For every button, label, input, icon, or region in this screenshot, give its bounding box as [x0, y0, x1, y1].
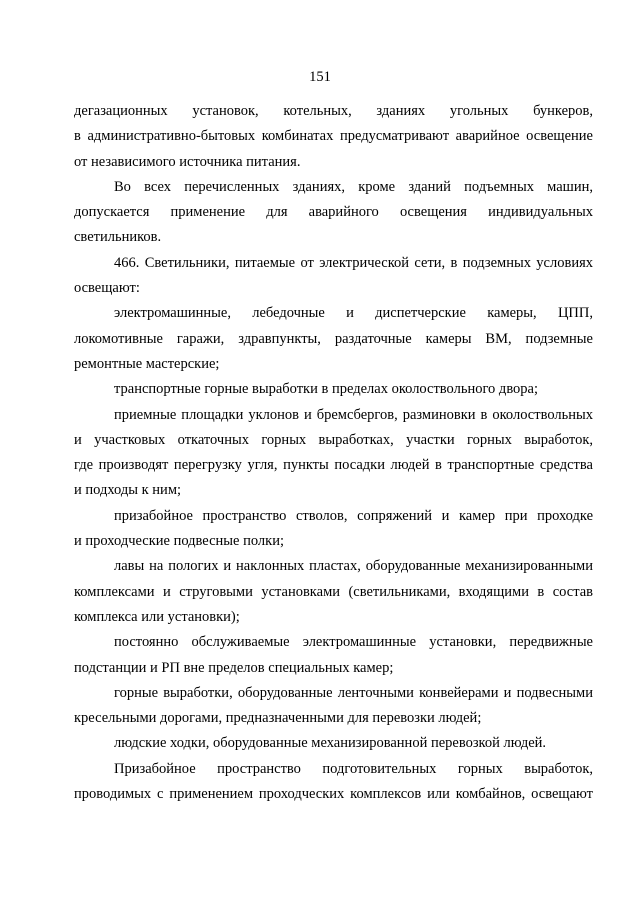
text-line: электромашинные, лебедочные и диспетчерские камеры, ЦПП,: [114, 305, 593, 322]
text-line: ремонтные мастерские;: [74, 355, 220, 372]
text-line: кресельными дорогами, предназначенными для перевозки людей;: [74, 710, 482, 727]
text-line: горные выработки, оборудованные ленточными конвейерами и подвесными: [114, 684, 593, 701]
text-line: и подходы к ним;: [74, 482, 182, 499]
page-number: 151: [309, 69, 331, 85]
text-line: подстанции и РП вне пределов специальных камер;: [74, 659, 394, 676]
text-line: транспортные горные выработки в пределах околоствольного двора;: [114, 381, 539, 398]
text-line: допускается применение для аварийного освещения индивидуальных: [74, 204, 593, 221]
text-line: и проходческие подвесные полки;: [74, 533, 284, 550]
text-line: дегазационных установок, котельных, зданиях угольных бункеров,: [74, 103, 593, 119]
text-line: приемные площадки уклонов и бремсбергов, разминовки в околоствольных: [114, 406, 593, 423]
text-line: людские ходки, оборудованные механизированной перевозкой людей.: [114, 735, 547, 752]
text-line: локомотивные гаражи, здравпункты, раздаточные камеры ВМ, подземные: [74, 330, 593, 347]
text-line: в административно-бытовых комбинатах предусматривают аварийное освещение: [74, 128, 593, 145]
text-line: где производят перегрузку угля, пункты посадки людей в транспортные средства: [74, 457, 593, 474]
text-line: освещают:: [74, 280, 140, 297]
text-line: Во всех перечисленных зданиях, кроме зданий подъемных машин,: [114, 178, 593, 195]
text-line: комплекса или установки);: [74, 608, 240, 625]
text-line: от независимого источника питания.: [74, 153, 301, 170]
text-line: светильников.: [74, 229, 162, 246]
text-line: лавы на пологих и наклонных пластах, оборудованные механизированными: [114, 558, 593, 575]
text-line: комплексами и струговыми установками (светильниками, входящими в состав: [74, 583, 593, 600]
text-line: Призабойное пространство подготовительных горных выработок,: [114, 760, 593, 777]
text-line: 466. Светильники, питаемые от электрической сети, в подземных условиях: [114, 254, 593, 271]
text-line: призабойное пространство стволов, сопряжений и камер при проходке: [114, 507, 593, 524]
text-line: и участковых откаточных горных выработках, участки горных выработок,: [74, 431, 593, 448]
body-text: [74, 99, 593, 807]
text-line: проводимых с применением проходческих комплексов или комбайнов, освещают: [74, 786, 593, 803]
text-line: постоянно обслуживаемые электромашинные установки, передвижные: [114, 634, 593, 651]
